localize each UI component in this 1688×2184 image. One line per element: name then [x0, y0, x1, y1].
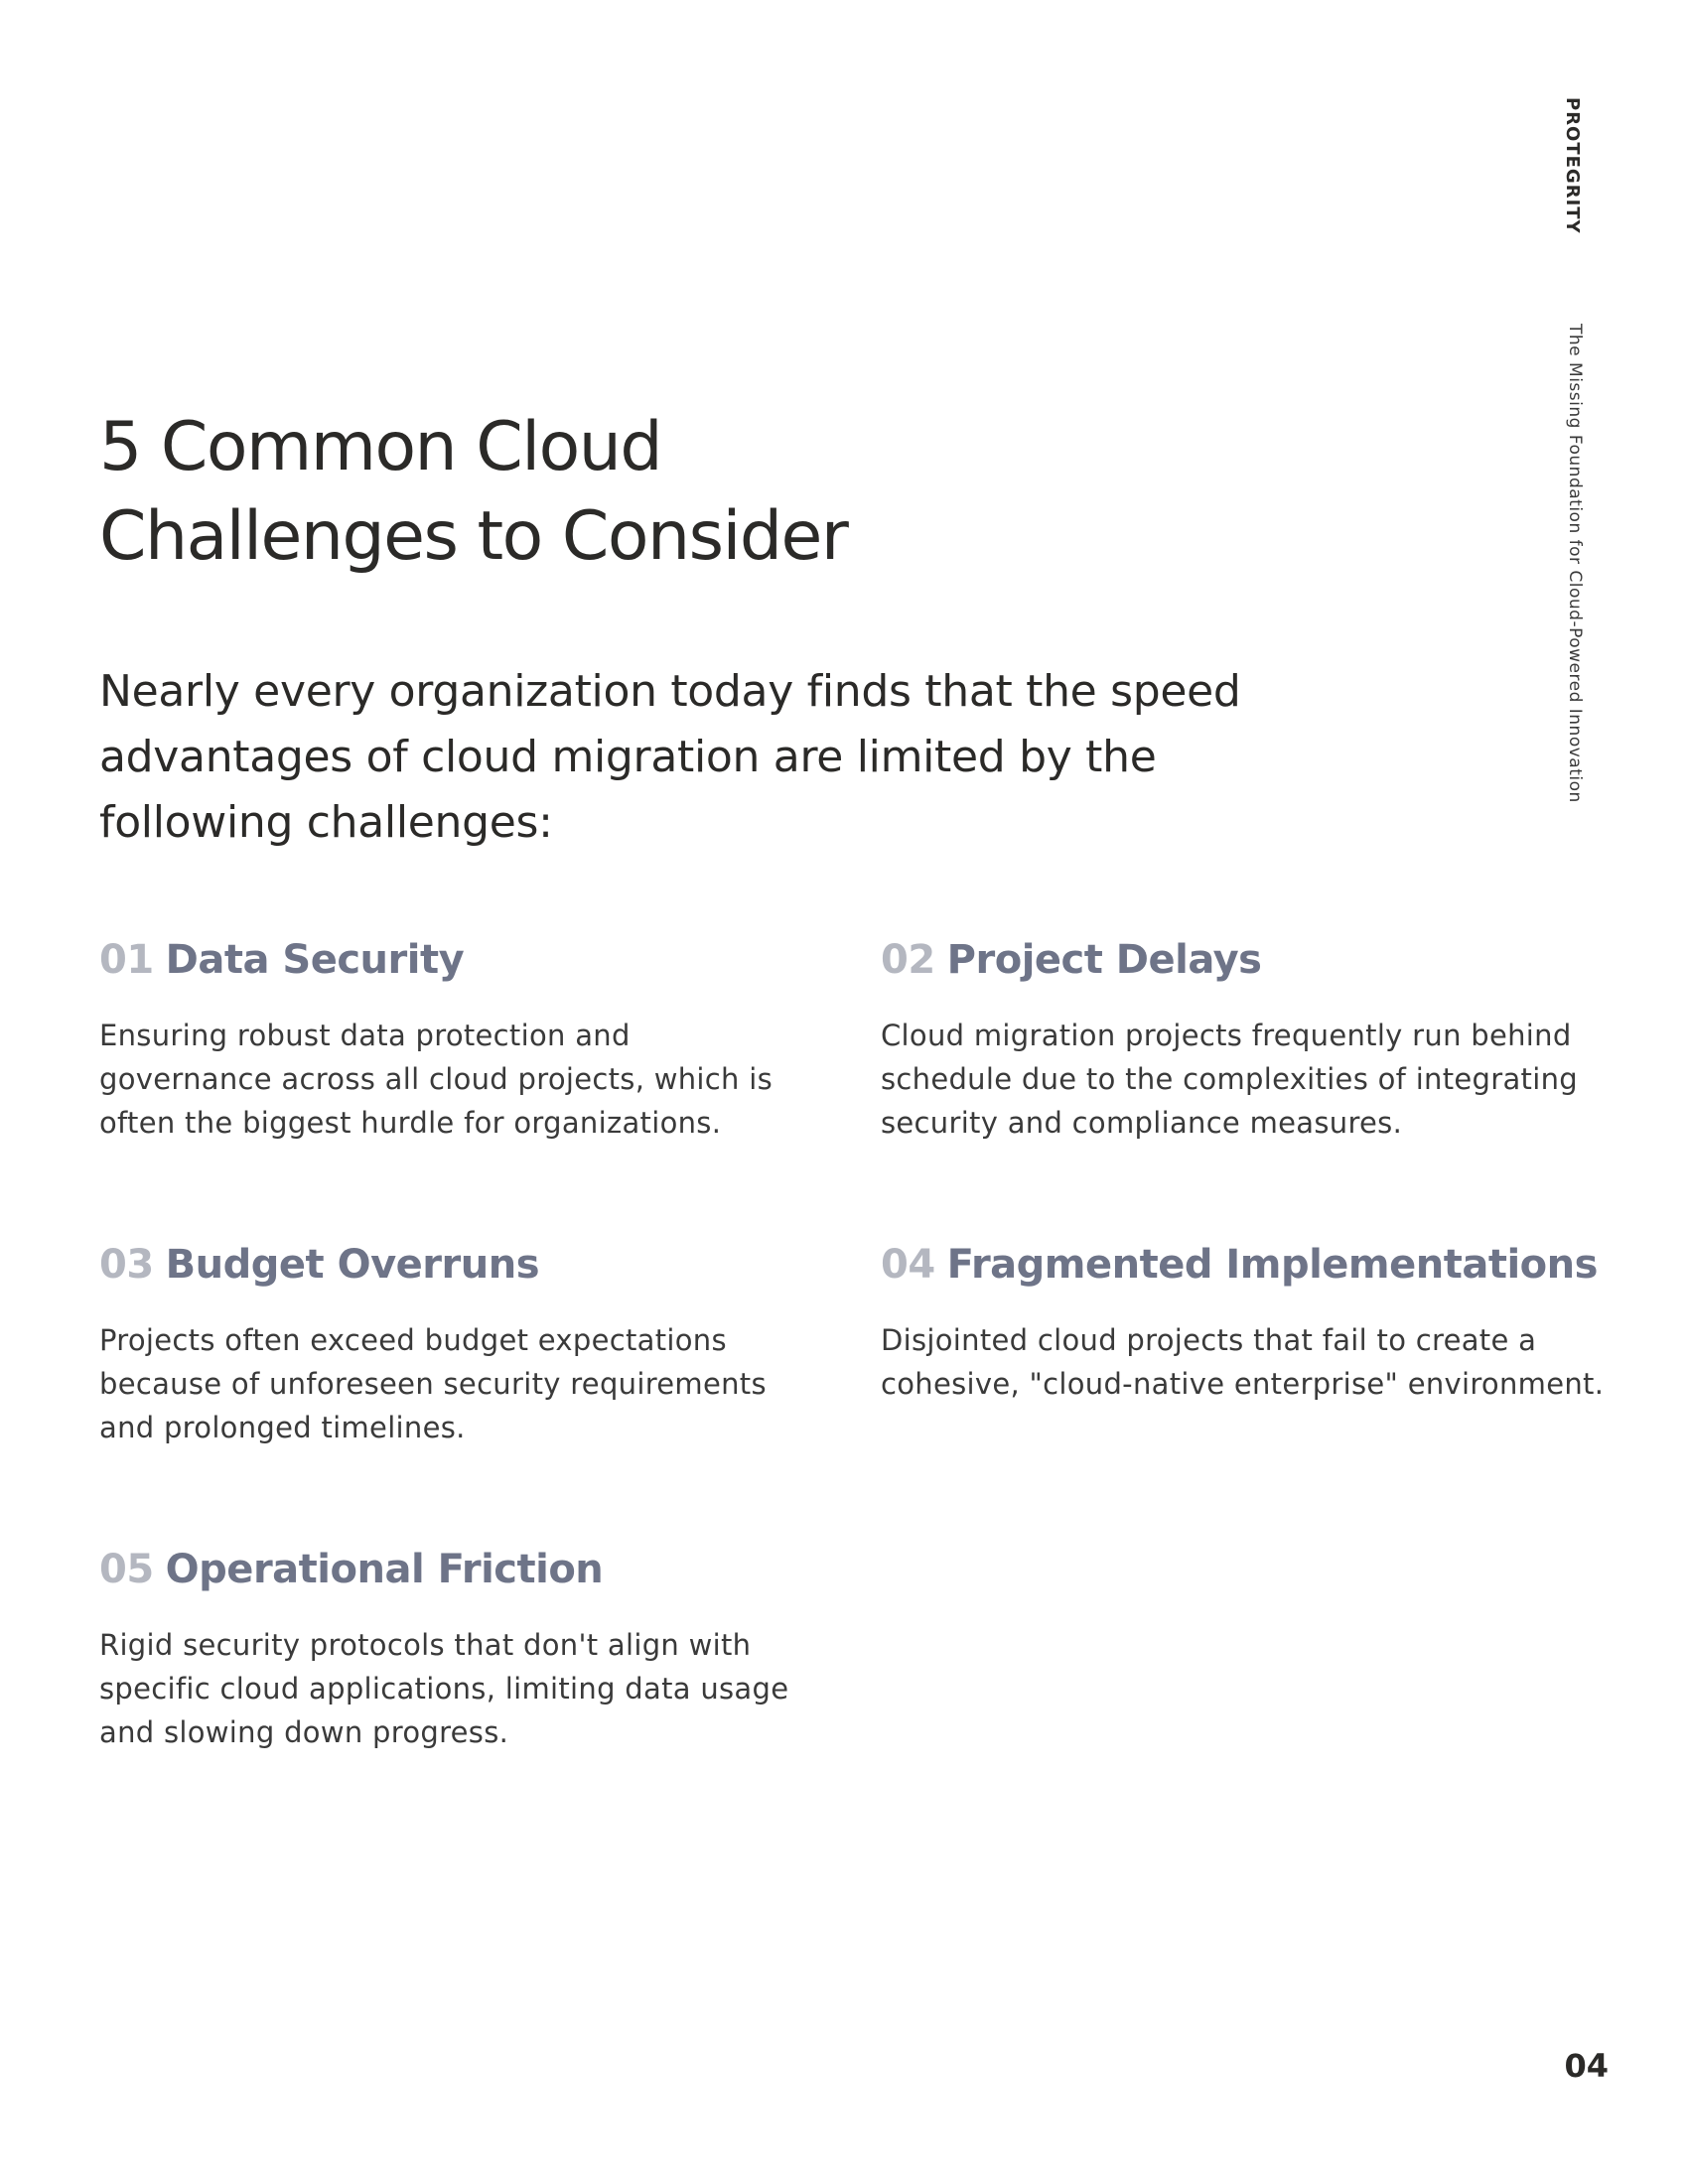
intro-line: advantages of cloud migration are limited by the — [99, 732, 1157, 782]
description-line: often the biggest hurdle for organizations. — [99, 1106, 722, 1140]
challenge-description — [99, 1318, 794, 1449]
page-title-line: Challenges to Consider — [99, 497, 848, 576]
page-title-line: 5 Common Cloud — [99, 408, 661, 486]
description-line: Disjointed cloud projects that fail to create a — [881, 1323, 1537, 1357]
description-line: security and compliance measures. — [881, 1106, 1403, 1140]
challenge-description — [99, 1623, 794, 1754]
challenge-number: 01 — [99, 937, 154, 983]
description-line: Projects often exceed budget expectations — [99, 1323, 727, 1357]
challenge-title: Operational Friction — [165, 1547, 604, 1592]
challenge-title: Budget Overruns — [165, 1242, 539, 1288]
page-number: 04 — [1564, 2047, 1609, 2085]
challenge-heading — [881, 930, 1576, 990]
description-line: Ensuring robust data protection and — [99, 1019, 631, 1052]
challenge-item-project-delays — [881, 930, 1576, 1145]
challenge-heading — [99, 1540, 794, 1599]
challenge-item-data-security — [99, 930, 794, 1145]
challenge-number: 02 — [881, 937, 935, 983]
description-line: because of unforeseen security requirements — [99, 1367, 767, 1401]
challenge-heading — [99, 930, 794, 990]
intro-line: Nearly every organization today finds that the speed — [99, 666, 1241, 717]
page-title — [99, 403, 1291, 582]
challenge-item-operational-friction — [99, 1540, 794, 1754]
challenge-number: 05 — [99, 1547, 154, 1592]
challenge-title: Fragmented Implementations — [946, 1242, 1598, 1288]
challenge-number: 03 — [99, 1242, 154, 1288]
description-line: schedule due to the complexities of integrating — [881, 1062, 1578, 1096]
description-line: and slowing down progress. — [99, 1715, 509, 1749]
challenge-heading — [881, 1235, 1598, 1295]
description-line: cohesive, "cloud-native enterprise" environment. — [881, 1367, 1605, 1401]
description-line: governance across all cloud projects, which is — [99, 1062, 773, 1096]
description-line: and prolonged timelines. — [99, 1411, 466, 1444]
description-line: Cloud migration projects frequently run behind — [881, 1019, 1572, 1052]
challenge-description — [881, 1014, 1576, 1145]
challenge-number: 04 — [881, 1242, 935, 1288]
challenge-title: Data Security — [165, 937, 465, 983]
intro-line: following challenges: — [99, 797, 553, 848]
document-title: The Missing Foundation for Cloud-Powered Innovation — [1565, 324, 1585, 803]
challenge-item-fragmented-implementations — [881, 1235, 1605, 1406]
challenge-description — [99, 1014, 794, 1145]
challenge-item-budget-overruns — [99, 1235, 794, 1449]
description-line: Rigid security protocols that don't align with — [99, 1628, 752, 1662]
description-line: specific cloud applications, limiting data usage — [99, 1672, 789, 1706]
challenge-title: Project Delays — [946, 937, 1262, 983]
challenge-heading — [99, 1235, 794, 1295]
intro-paragraph — [99, 659, 1311, 856]
challenge-description — [881, 1318, 1605, 1406]
brand-logo: PROTEGRITY — [1562, 97, 1583, 234]
